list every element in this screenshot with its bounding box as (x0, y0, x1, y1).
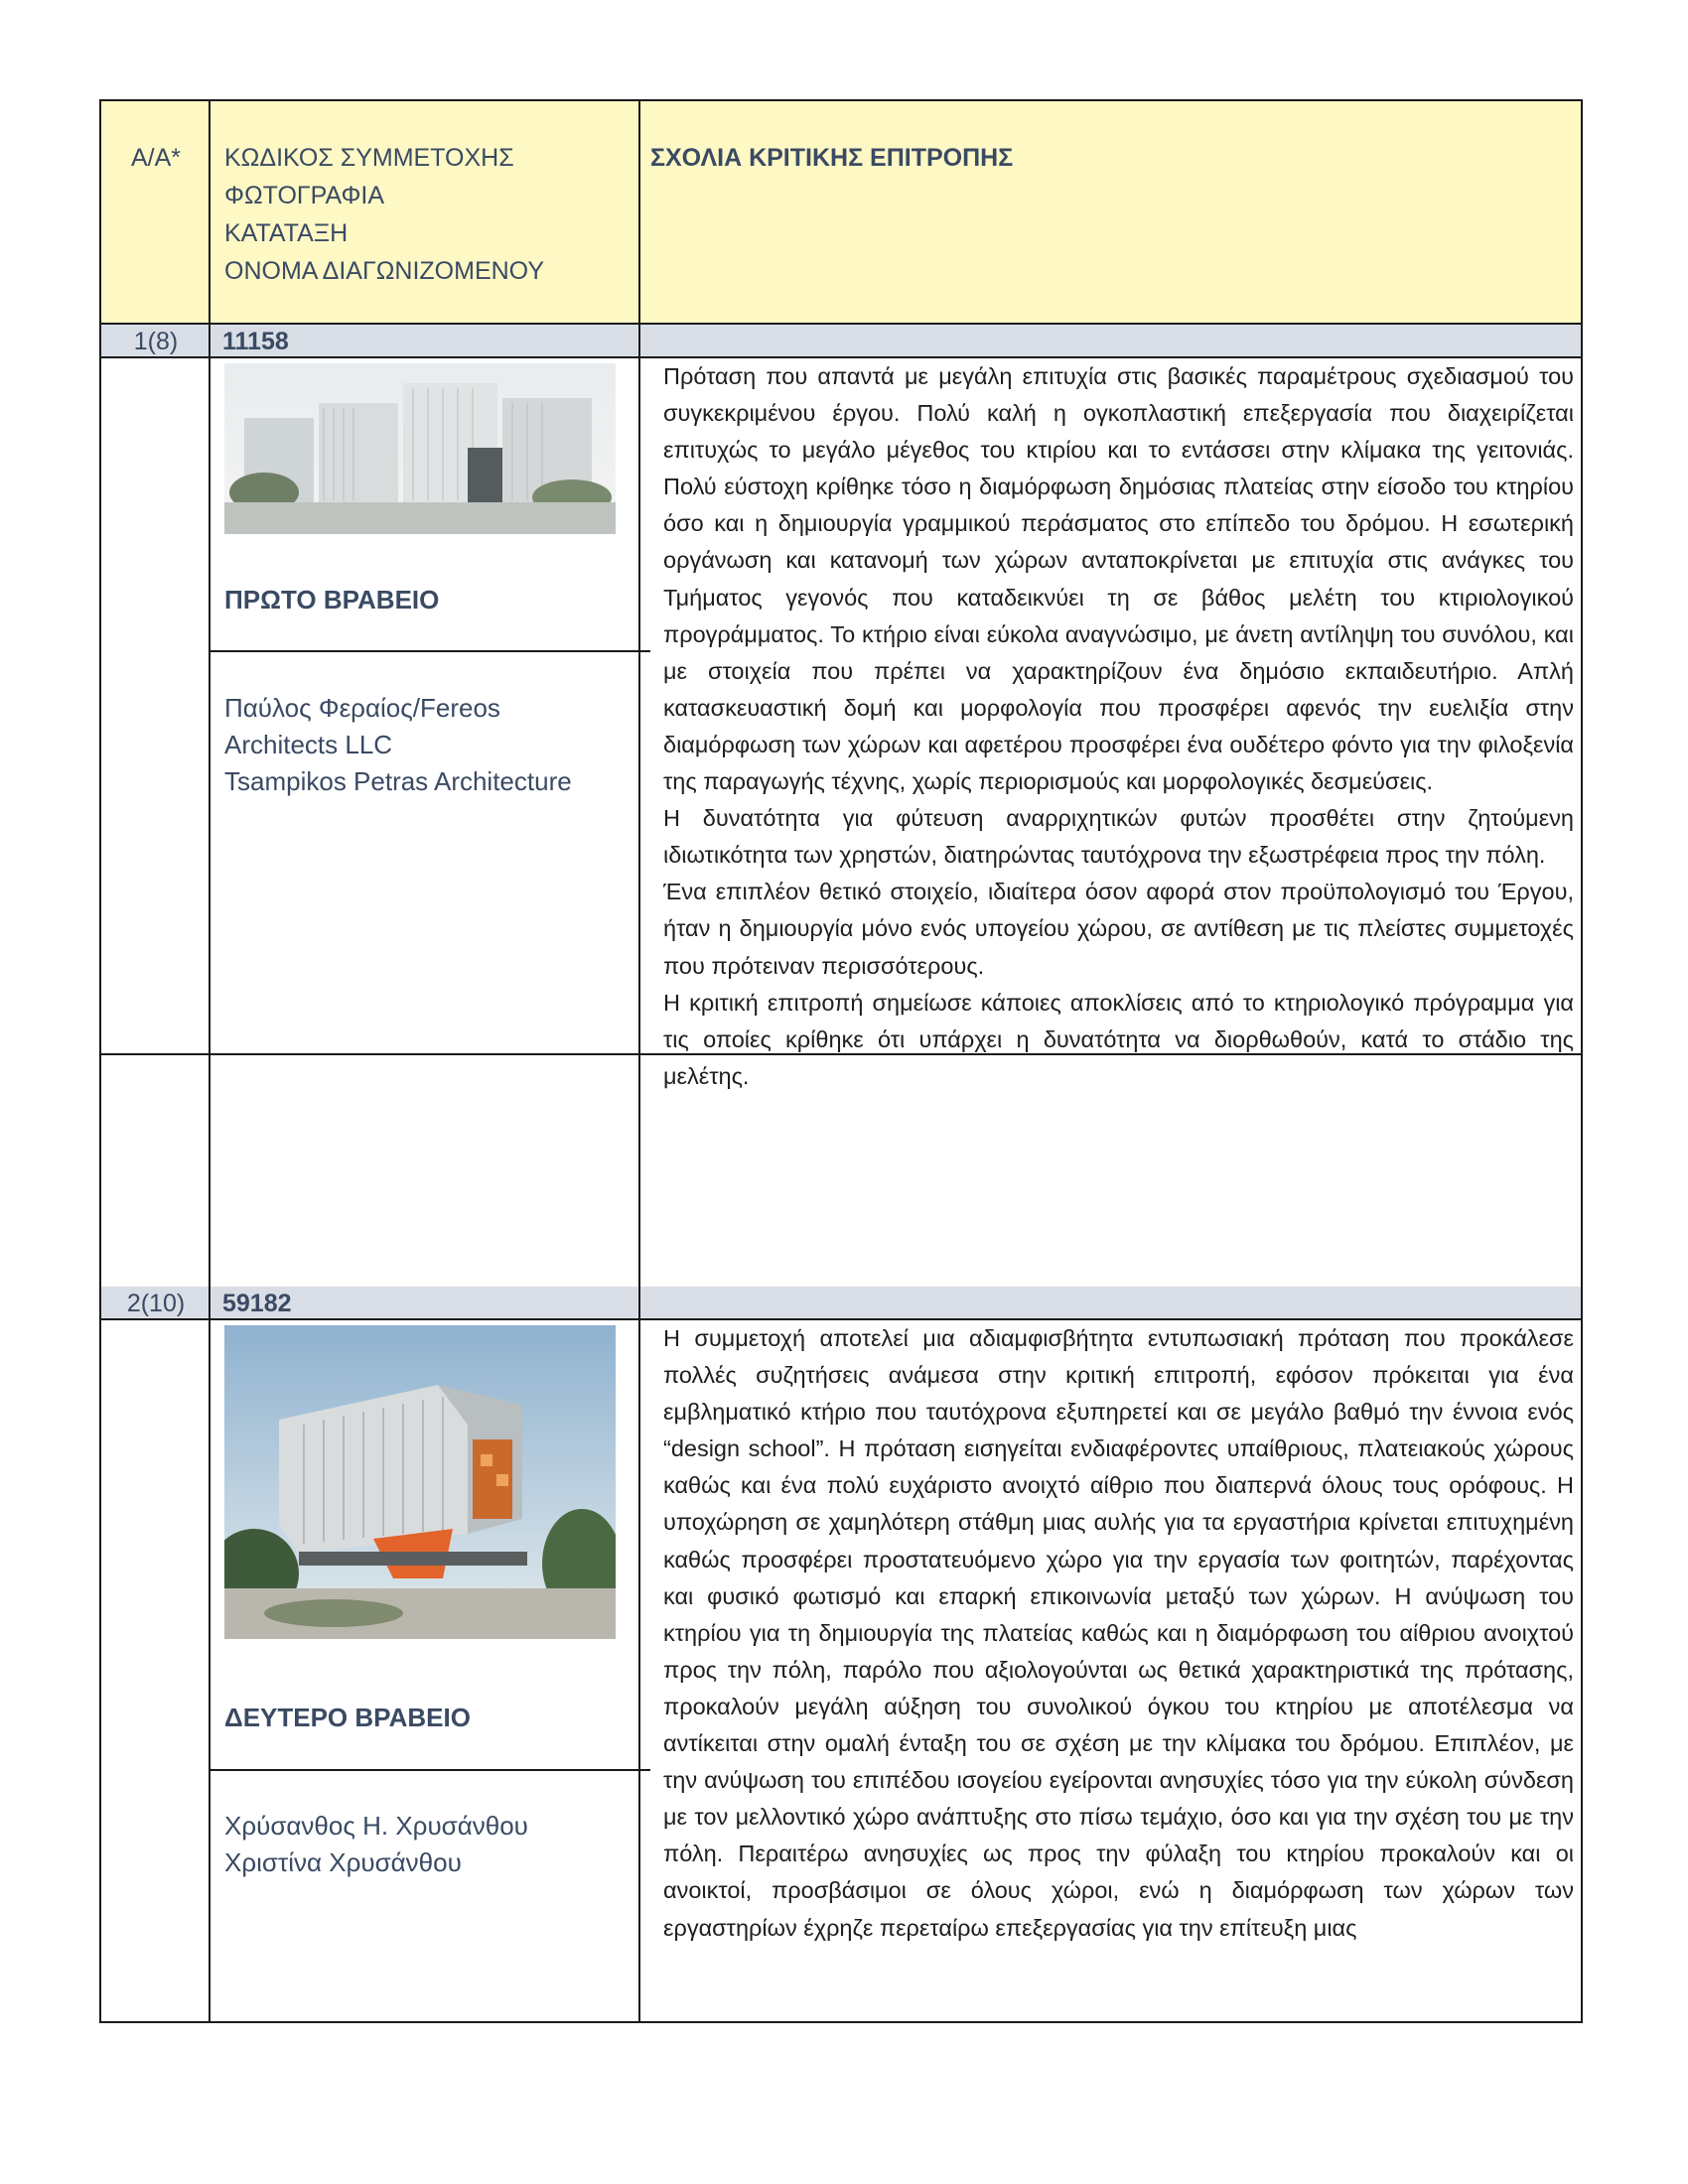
entry-name-line: Tsampikos Petras Architecture (224, 766, 572, 796)
entry-band (101, 325, 1581, 358)
table-header (101, 101, 1581, 325)
entry-names (224, 1808, 632, 1881)
entry-name-line: Architects LLC (224, 730, 393, 759)
entry-name-line: Χρύσανθος Η. Χρυσάνθου (224, 1811, 528, 1841)
entry-row (101, 1320, 1581, 2023)
entry-band (101, 1287, 1581, 1320)
column-divider (209, 101, 211, 2021)
header-info-line: ΟΝΟΜΑ ΔΙΑΓΩΝΙΖΟΜΕΝΟΥ (224, 257, 544, 285)
header-info-line: ΚΑΤΑΤΑΞΗ (224, 219, 349, 247)
header-info-line: ΦΩΤΟΓΡΑΦΙΑ (224, 182, 385, 209)
column-divider (638, 101, 640, 2021)
entry-code: 11158 (222, 328, 289, 355)
entry-comment (663, 358, 1574, 1095)
entry-prize: ΠΡΩΤΟ ΒΡΑΒΕΙΟ (224, 585, 440, 614)
entry-index: 2(10) (126, 1290, 186, 1317)
entry-names (224, 690, 632, 800)
header-info (224, 139, 622, 290)
comment-paragraph: Η συμμετοχή αποτελεί μια αδιαμφισβήτητα εντυπωσιακή πρόταση που προκάλεσε πολλές συζητήσεις ανάμεσα στην κριτική επιτροπή, εφόσον πρόκειται για ένα εμβληματικό κτήριο που ταυτόχρονα εξυπηρετεί και σε μεγάλο βαθμό την έννοια ενός “design school”. Η πρόταση εισηγείται ενδιαφέροντες υπαίθριους, πλατειακούς χώρους καθώς και ένα πολύ ευχάριστο ανοιχτό αίθριο που διαπερνά όλους τους ορόφους. Η υποχώρηση σε χαμηλότερη στάθμη μιας αυλής για τα εργαστήρια κρίνεται επιτυχημένη καθώς προσφέρει προστατευόμενο χώρο για την εργασία των φοιτητών, παρέχοντας και φυσικό φωτισμό και επαρκή επικοινωνία μεταξύ των χώρων. Η ανύψωση του κτηρίου για τη δημιουργία της πλατείας καθώς και η διαμόρφωση του αίθριου ανοιχτού προς την πόλη, παρόλο που αξιολογούνται ως θετικά χαρακτηριστικά της πρότασης, προκαλούν μεγάλη αύξηση του συνολικού όγκου του κτηρίου με αποτέλεσμα να αντίκειται στην ομαλή ένταξη του σε σχέση με την κλίμακα του δρόμου. Επιπλέον, με την ανύψωση του επιπέδου ισογείου εγείρονται ανησυχίες τόσο για την εύκολη σύνδεση με τον μελλοντικό χώρο ανάπτυξης στο πίσω τεμάχιο, όσο και για την σχέση του με την πόλη. Περαιτέρω ανησυχίες ως προς την φύλαξη του κτηρίου προκαλούν και οι ανοικτοί, προσβάσιμοι σε όλους χώροι, ενώ η διαμόρφωση των χώρων των εργαστηρίων έχρηζε περεταίρω επεξεργασίας για την επίτευξη μιας (663, 1325, 1574, 1941)
entry-index: 1(8) (133, 328, 179, 355)
entry-name-line: Χριστίνα Χρυσάνθου (224, 1847, 462, 1877)
entry-row (101, 358, 1581, 1089)
header-comments: ΣΧΟΛΙΑ ΚΡΙΤΙΚΗΣ ΕΠΙΤΡΟΠΗΣ (650, 144, 1014, 172)
header-index: Α/Α* (130, 144, 182, 172)
cell-divider (211, 1769, 650, 1771)
results-table (99, 99, 1583, 2023)
comment-paragraph: Η κριτική επιτροπή σημείωσε κάποιες αποκλίσεις από το κτηριολογικό πρόγραμμα για τις οποίες κρίθηκε ότι υπάρχει η δυνατότητα να διορθωθούν, κατά το στάδιο της μελέτης. (663, 989, 1574, 1089)
entry-comment (663, 1320, 1574, 1947)
header-info-line: ΚΩΔΙΚΟΣ ΣΥΜΜΕΤΟΧΗΣ (224, 144, 514, 172)
cell-divider (211, 650, 650, 652)
entry-photo (224, 1325, 616, 1639)
entry-name-line: Παύλος Φεραίος/Fereos (224, 693, 500, 723)
entry-photo (224, 363, 616, 534)
comment-paragraph: Ένα επιπλέον θετικό στοιχείο, ιδιαίτερα όσον αφορά στον προϋπολογισμό του Έργου, ήταν η δημιουργία μόνο ενός υπογείου χώρου, σε αντίθεση με τις πλείστες συμμετοχές που πρότειναν περισσότερους. (663, 879, 1574, 979)
comment-paragraph: Η δυνατότητα για φύτευση αναρριχητικών φυτών προσθέτει στην ζητούμενη ιδιωτικότητα των χρηστών, διατηρώντας ταυτόχρονα την εξωστρέφεια προς την πόλη. (663, 805, 1574, 869)
entry-code: 59182 (222, 1290, 292, 1317)
entry-prize: ΔΕΥΤΕΡΟ ΒΡΑΒΕΙΟ (224, 1703, 471, 1732)
comment-paragraph: Πρόταση που απαντά με μεγάλη επιτυχία στις βασικές παραμέτρους σχεδιασμού του συγκεκριμένου έργου. Πολύ καλή η ογκοπλαστική επεξεργασία που διαχειρίζεται επιτυχώς το μεγάλο μέγεθος του κτιρίου και το εντάσσει στην κλίμακα της γειτονιάς. Πολύ εύστοχη κρίθηκε τόσο η διαμόρφωση δημόσιας πλατείας στην είσοδο του κτηρίου όσο και η δημιουργία γραμμικού περάσματος στο επίπεδο του δρόμου. Η εσωτερική οργάνωση και κατανομή των χώρων ανταποκρίνεται με επιτυχία στις ανάγκες του Τμήματος γεγονός που καταδεικνύει τη σε βάθος μελέτη του κτιριολογικού προγράμματος. Το κτήριο είναι εύκολα αναγνώσιμο, με άνετη αντίληψη του συνόλου, και με στοιχεία που πρέπει να χαρακτηρίζουν ένα δημόσιο εκπαιδευτήριο. Απλή κατασκευαστική δομή και μορφολογία που προσφέρει αφενός την ευελιξία στην διαμόρφωση των χώρων και αφετέρου προσφέρει ένα ουδέτερο φόντο για την φιλοξενία της παραγωγής τέχνης, χωρίς περιορισμούς και μορφολογικές δεσμεύσεις. (663, 363, 1574, 795)
